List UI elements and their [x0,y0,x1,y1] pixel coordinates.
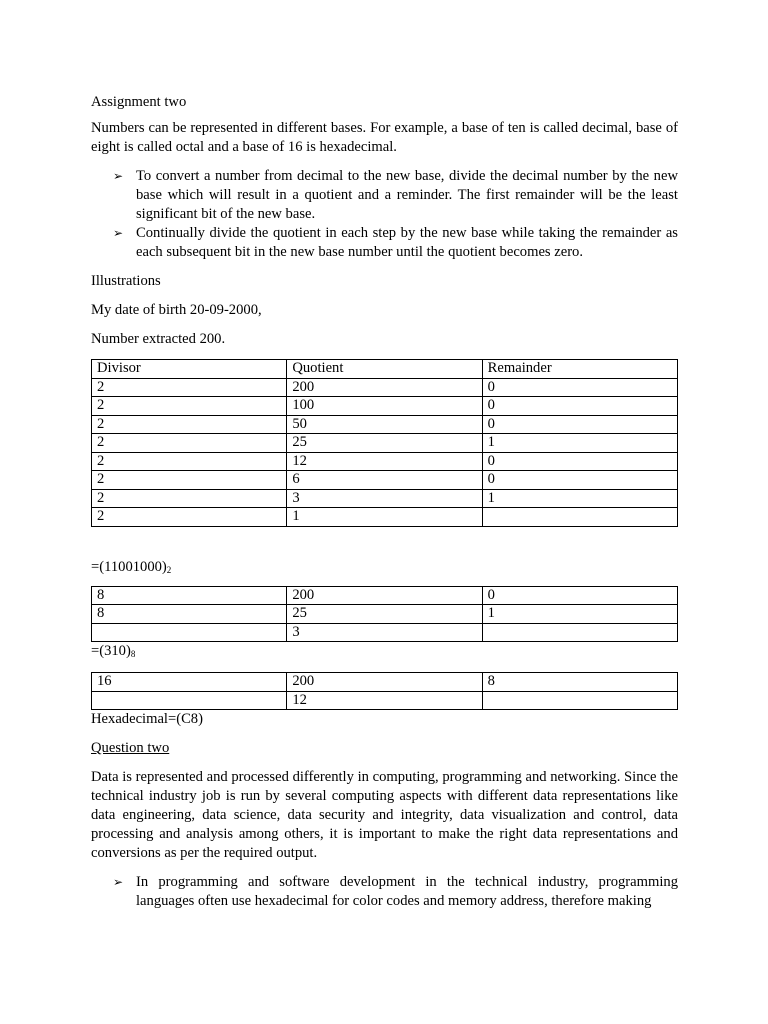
table-cell: 6 [287,471,482,490]
question-two-heading: Question two [91,740,170,756]
number-extracted-line: Number extracted 200. [91,331,226,347]
table-cell: 0 [482,378,677,397]
table-cell [482,508,677,527]
binary-conversion-table [91,359,678,527]
table-cell: 1 [287,508,482,527]
question-two-paragraph: Data is represented and processed differently in computing, programming and networking. Since the technical industry job is run by several computing aspects with different data representations like data engineering, data science, data security and integrity, data visualization and control, data processing and analysis among others, it is important to make the right data representations and conversions as per the required output. [91,769,678,861]
table-cell: 50 [287,415,482,434]
table-cell: 1 [482,489,677,508]
table-cell: 8 [92,586,287,605]
octal-result-base: 8 [130,649,136,659]
arrow-bullet-icon: ➢ [113,169,124,183]
table-cell: 3 [287,623,482,642]
table-cell: 25 [287,434,482,453]
table-row [92,489,678,508]
table-row [92,434,678,453]
binary-result [91,558,678,577]
arrow-bullet-icon: ➢ [113,226,124,240]
table-cell: 1 [482,605,677,624]
table-row [92,471,678,490]
binary-result-text: =(11001000) [91,558,167,575]
header-quotient: Quotient [287,360,482,379]
table-row [92,452,678,471]
document-body [91,93,678,921]
table-cell: 0 [482,452,677,471]
table-cell: 12 [287,691,482,710]
table-row [92,586,678,605]
table-cell: 1 [482,434,677,453]
list-item [91,167,678,224]
assignment-title: Assignment two [91,94,187,110]
header-remainder: Remainder [482,360,677,379]
table-cell: 2 [92,397,287,416]
header-divisor: Divisor [92,360,287,379]
list-item [91,224,678,262]
table-cell: 2 [92,415,287,434]
illustrations-heading: Illustrations [91,273,161,289]
conversion-steps-list [91,167,678,262]
table-row [92,397,678,416]
table-cell: 200 [287,673,482,692]
table-cell: 200 [287,586,482,605]
table-cell: 100 [287,397,482,416]
table-row [92,673,678,692]
table-row [92,415,678,434]
table-row [92,378,678,397]
list-item-text: Continually divide the quotient in each step by the new base while taking the remainder as each subsequent bit in the new base number until the quotient becomes zero. [136,225,678,260]
octal-result [91,642,678,661]
table-cell: 12 [287,452,482,471]
intro-paragraph: Numbers can be represented in different bases. For example, a base of ten is called decimal, base of eight is called octal and a base of 16 is hexadecimal. [91,120,678,155]
list-item-text: To convert a number from decimal to the new base, divide the decimal number by the new base which will result in a quotient and a reminder. The first remainder will be the least significant bit of the new base. [136,168,678,222]
question-two-list [91,873,678,911]
table-cell: 2 [92,434,287,453]
table-cell: 2 [92,508,287,527]
table-cell: 2 [92,378,287,397]
table-cell: 2 [92,452,287,471]
table-header-row [92,360,678,379]
table-cell [482,623,677,642]
list-item [91,873,678,911]
table-cell [92,623,287,642]
table-cell: 3 [287,489,482,508]
table-row [92,508,678,527]
table-row [92,691,678,710]
octal-result-text: =(310) [91,643,131,659]
table-cell: 0 [482,397,677,416]
table-cell: 16 [92,673,287,692]
hex-conversion-table [91,672,678,710]
table-cell: 0 [482,471,677,490]
binary-result-base: 2 [166,564,172,575]
table-cell [92,691,287,710]
table-cell: 0 [482,415,677,434]
table-cell: 8 [482,673,677,692]
table-cell: 200 [287,378,482,397]
table-row [92,605,678,624]
table-cell: 0 [482,586,677,605]
list-item-text: In programming and software development in the technical industry, programming languages often use hexadecimal for color codes and memory address, therefore making [136,874,678,909]
table-cell: 8 [92,605,287,624]
arrow-bullet-icon: ➢ [113,875,124,889]
table-row [92,623,678,642]
date-of-birth-line: My date of birth 20-09-2000, [91,302,262,318]
octal-conversion-table [91,586,678,643]
table-cell: 2 [92,489,287,508]
hex-result: Hexadecimal=(C8) [91,711,203,727]
table-cell [482,691,677,710]
table-cell: 2 [92,471,287,490]
table-cell: 25 [287,605,482,624]
